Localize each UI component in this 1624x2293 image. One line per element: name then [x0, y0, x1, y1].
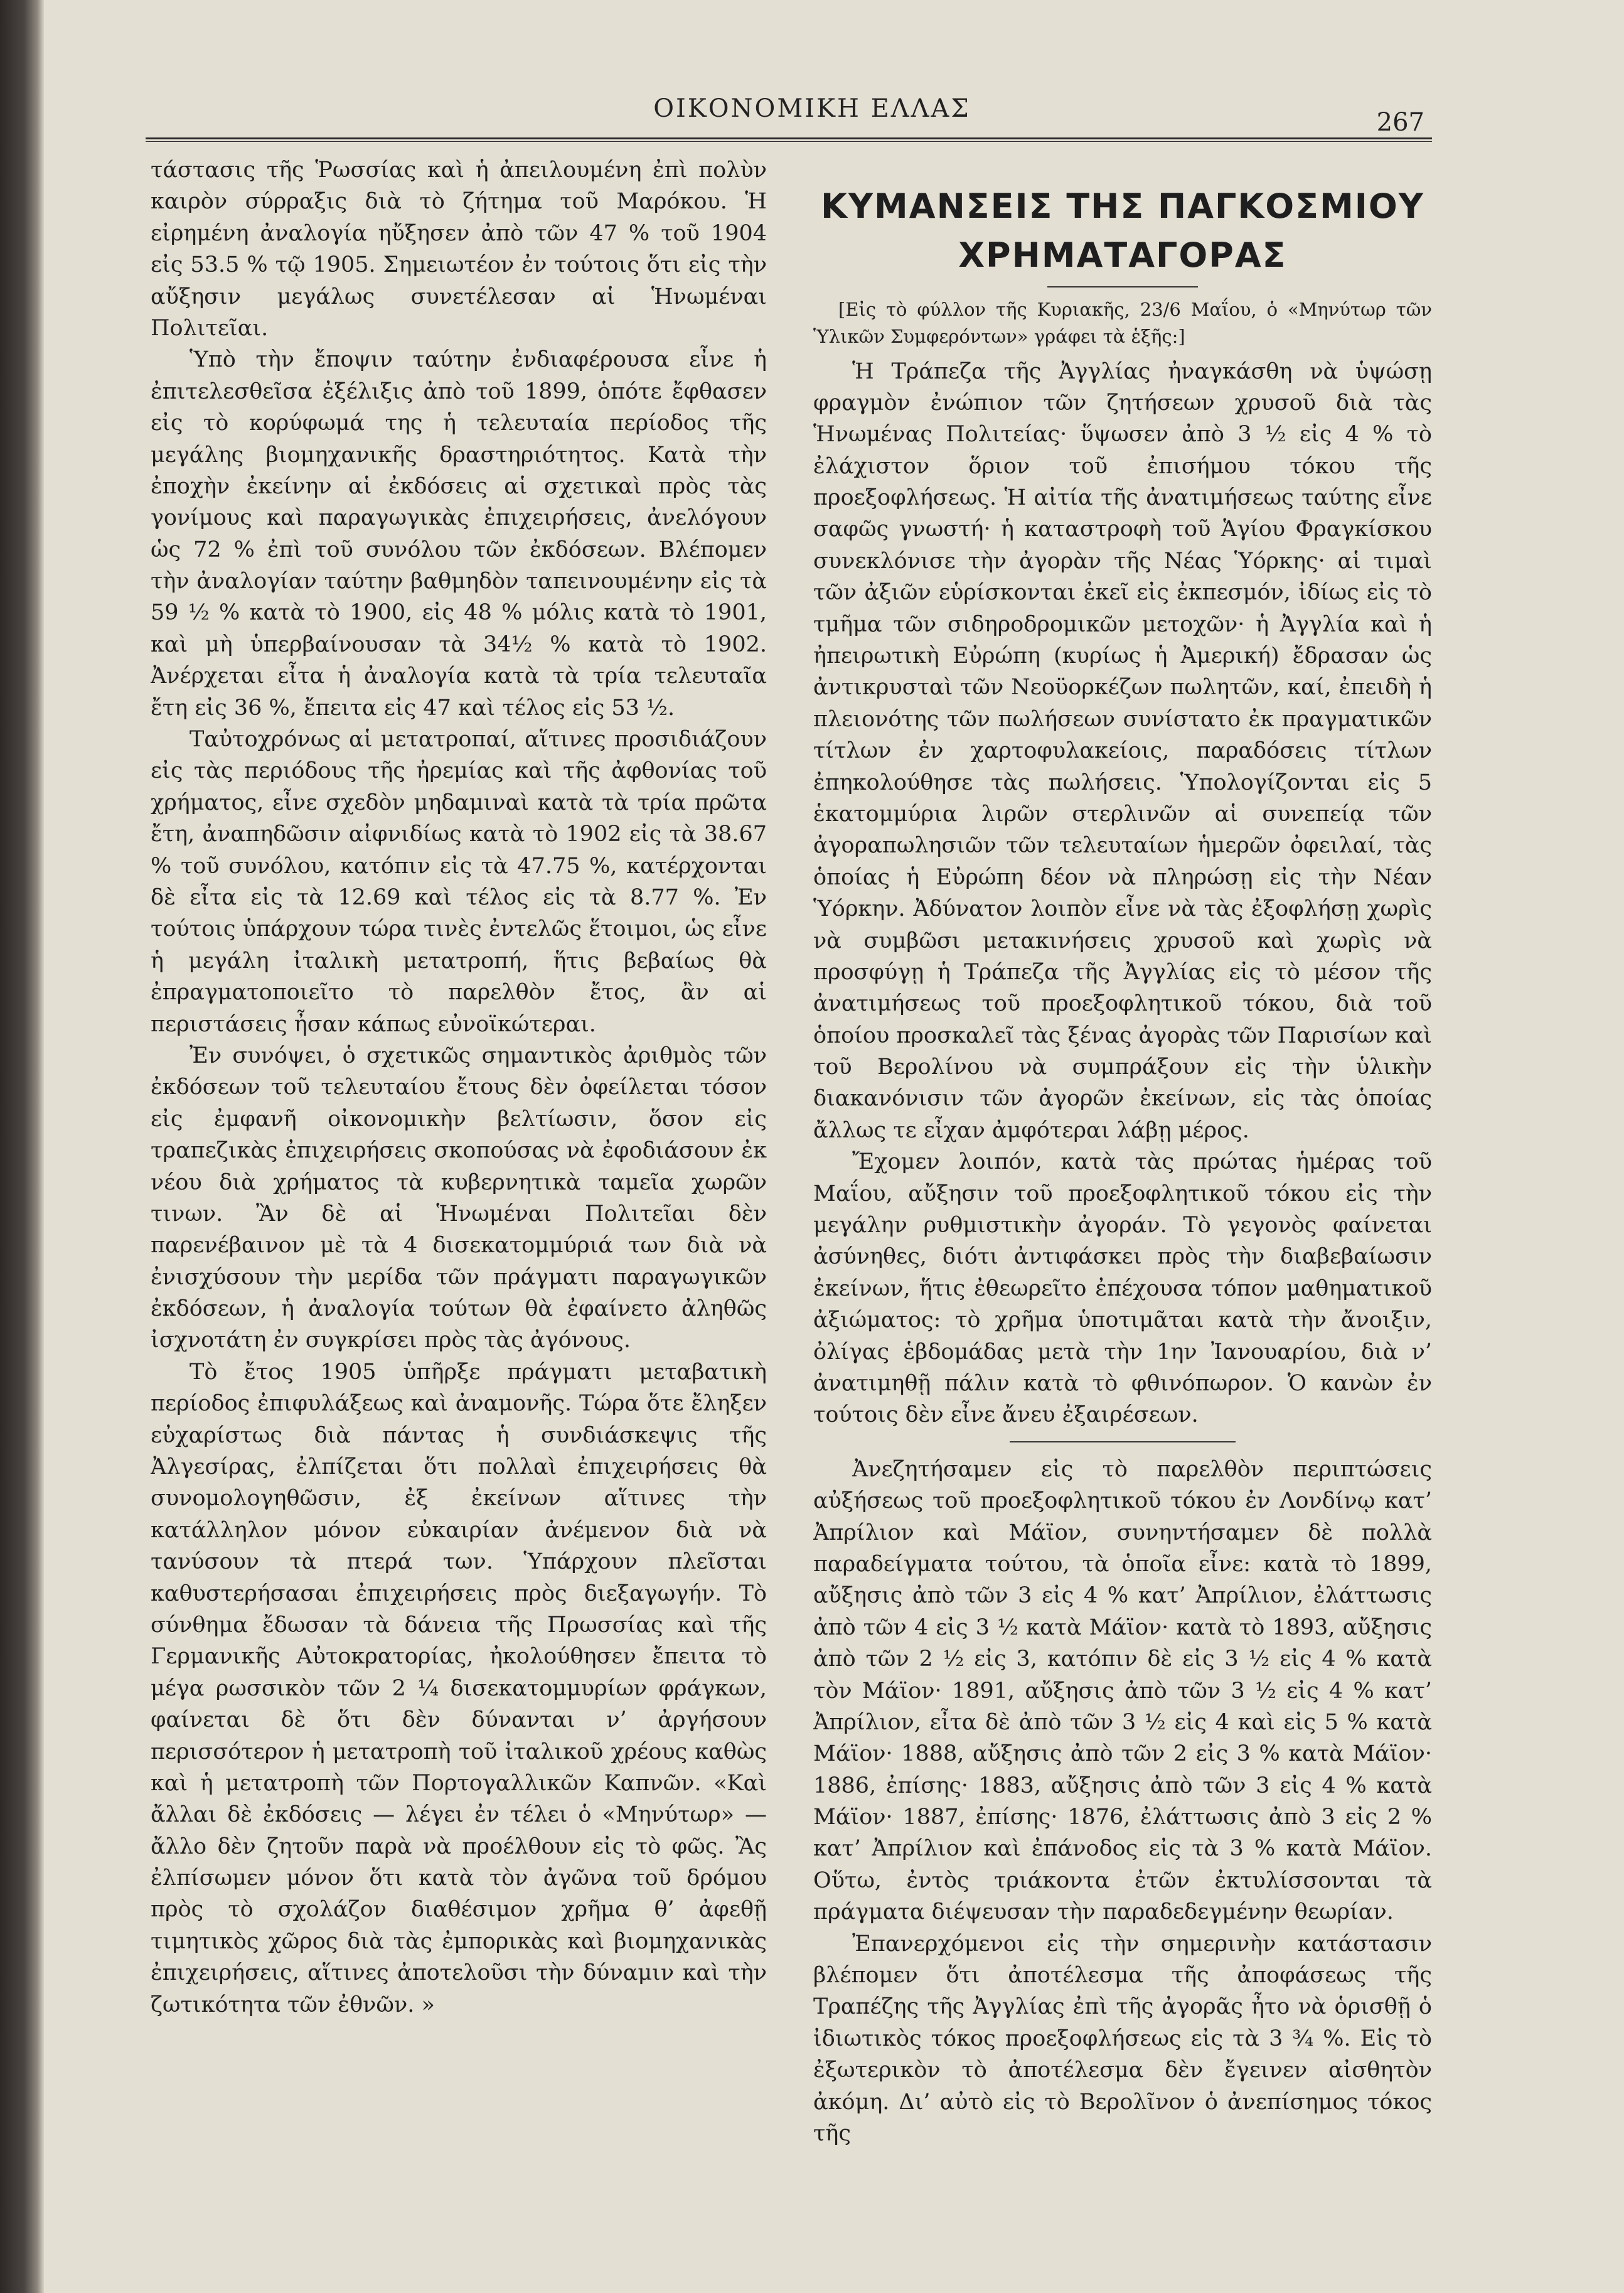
article-source-note: [Εἰς τὸ φύλλον τῆς Κυριακῆς, 23/6 Μαΐου, ὁ «Μηνύτωρ τῶν Ὑλικῶν Συμφερόντων» γράφει τὰ ἑξῆς:]: [813, 298, 1432, 347]
paragraph: Ὑπὸ τὴν ἔποψιν ταύτην ἐνδιαφέρουσα εἶνε ἡ ἐπιτελεσθεῖσα ἐξέλιξις ἀπὸ τοῦ 1899, ὁπότε ἔφθασεν εἰς τὸ κορύφωμά της ἡ τελευταία περίοδος τῆς μεγάλης βιομηχανικῆς δραστηριότητος. Κατὰ τὴν ἐποχὴν ἐκείνην αἱ ἐκδόσεις αἱ σχετικαὶ πρὸς τὰς γονίμους καὶ παραγωγικὰς ἐπιχειρήσεις, ἀνελόγουν ὡς 72 % ἐπὶ τοῦ συνόλου τῶν ἐκδόσεων. Βλέπομεν τὴν ἀναλογίαν ταύτην βαθμηδὸν ταπεινουμένην εἰς τὰ 59 ½ % κατὰ τὸ 1900, εἰς 48 % μόλις κατὰ τὸ 1901, καὶ μὴ ὑπερβαίνουσαν τὰ 34½ % κατὰ τὸ 1902. Ἀνέρχεται εἶτα ἡ ἀναλογία κατὰ τὰ τρία τελευταῖα ἔτη εἰς 36 %, ἔπειτα εἰς 47 καὶ τέλος εἰς 53 ½.: [151, 347, 767, 721]
title-rule: [1047, 286, 1198, 287]
paragraph: Ἔχομεν λοιπόν, κατὰ τὰς πρώτας ἡμέρας τοῦ Μαΐου, αὔξησιν τοῦ προεξοφλητικοῦ τόκου εἰς τὴν μεγάλην ρυθμιστικὴν ἀγοράν. Τὸ γεγονὸς φαίνεται ἀσύνηθες, διότι ἀντιφάσκει πρὸς τὴν διαβεβαίωσιν ἐκείνων, ἥτις ἐθεωρεῖτο ἐπέχουσα τόπον μαθηματικοῦ ἀξιώματος: τὸ χρῆμα ὑποτιμᾶται κατὰ τὴν ἄνοιξιν, ὀλίγας ἑβδομάδας μετὰ τὴν 1ην Ἰανουαρίου, διὰ ν’ ἀνατιμηθῇ πάλιν κατὰ τὸ φθινόπωρον. Ὁ κανὼν ἐν τούτοις δὲν εἶνε ἄνευ ἐξαιρέσεων.: [813, 1149, 1432, 1428]
header-rule: [146, 137, 1432, 142]
paragraph: Ἡ Τράπεζα τῆς Ἀγγλίας ἠναγκάσθη νὰ ὑψώσῃ φραγμὸν ἐνώπιον τῶν ζητήσεων χρυσοῦ διὰ τὰς Ἡνωμένας Πολιτείας· ὕψωσεν ἀπὸ 3 ½ εἰς 4 % τὸ ἐλάχιστον ὅριον τοῦ ἐπισήμου τόκου τῆς προεξοφλήσεως. Ἡ αἰτία τῆς ἀνατιμήσεως ταύτης εἶνε σαφῶς γνωστή· ἡ καταστροφὴ τοῦ Ἁγίου Φραγκίσκου συνεκλόνισε τὴν ἀγορὰν τῆς Νέας Ὑόρκης· αἱ τιμαὶ τῶν ἀξιῶν εὑρίσκονται ἐκεῖ εἰς ἐκπεσμόν, ἰδίως εἰς τὸ τμῆμα τῶν σιδηροδρομικῶν μετοχῶν· ἡ Ἀγγλία καὶ ἡ ἠπειρωτικὴ Εὐρώπη (κυρίως ἡ Ἀμερική) ἔδρασαν ὡς ἀντικρυσταὶ τῶν Νεοϋορκέζων πωλητῶν, καί, ἐπειδὴ ἡ πλειονότης τῶν πωλήσεων συνίστατο ἐκ πραγματικῶν τίτλων ἐν χαρτοφυλακείοις, παραδόσεις τίτλων ἐπηκολούθησε τὰς πωλήσεις. Ὑπολογίζονται εἰς 5 ἑκατομμύρια λιρῶν στερλινῶν αἱ συνεπείᾳ τῶν ἀγοραπωλησιῶν τῶν τελευταίων ἡμερῶν ὀφειλαί, τὰς ὁποίας ἡ Εὐρώπη δέον νὰ πληρώσῃ εἰς τὴν Νέαν Ὑόρκην. Ἀδύνατον λοιπὸν εἶνε νὰ τὰς ἐξοφλήσῃ χωρὶς νὰ συμβῶσι μετακινήσεις χρυσοῦ καὶ χωρὶς νὰ προσφύγῃ ἡ Τράπεζα τῆς Ἀγγλίας εἰς τὸ μέσον τῆς ἀνατιμήσεως τοῦ προεξοφλητικοῦ τόκου, διὰ τοῦ ὁποίου προσκαλεῖ τὰς ξένας ἀγορὰς τῶν Παρισίων καὶ τοῦ Βερολίνου νὰ συμπράξουν εἰς τὴν ὑλικὴν διακανόνισιν τῶν ἀγορῶν ἐκείνων, εἰς τὰς ὁποίας ἄλλως τε εἶχαν ἀμφότεραι λάβῃ μέρος.: [813, 358, 1432, 1143]
paragraph: Τὸ ἔτος 1905 ὑπῆρξε πράγματι μεταβατικὴ περίοδος ἐπιφυλάξεως καὶ ἀναμονῆς. Τώρα ὅτε ἔληξεν εὐχαρίστως διὰ πάντας ἡ συνδιάσκεψις τῆς Ἀλγεσίρας, ἐλπίζεται ὅτι πολλαὶ ἐπιχειρήσεις θὰ συνομολογηθῶσιν, ἐξ ἐκείνων αἵτινες τὴν κατάλληλον μόνον εὐκαιρίαν ἀνέμενον διὰ νὰ τανύσουν τὰ πτερά των. Ὑπάρχουν πλεῖσται καθυστερήσασαι ἐπιχειρήσεις πρὸς διεξαγωγήν. Τὸ σύνθημα ἔδωσαν τὰ δάνεια τῆς Πρωσσίας καὶ τῆς Γερμανικῆς Αὐτοκρατορίας, ἠκολούθησεν ἔπειτα τὸ μέγα ρωσσικὸν τῶν 2 ¼ δισεκατομμυρίων φράγκων, φαίνεται δὲ ὅτι δὲν δύνανται ν’ ἀργήσουν περισσότερον ἡ μετατροπὴ τοῦ ἰταλικοῦ χρέους καθὼς καὶ ἡ μετατροπὴ τῶν Πορτογαλλικῶν Καπνῶν. «Καὶ ἄλλαι δὲ ἐκδόσεις — λέγει ἐν τέλει ὁ «Μηνύτωρ» — ἄλλο δὲν ζητοῦν παρὰ νὰ προέλθουν εἰς τὸ φῶς. Ἂς ἐλπίσωμεν μόνον ὅτι κατὰ τὸν ἀγῶνα τοῦ δρόμου πρὸς τὸ σχολάζον διαθέσιμον χρῆμα θ’ ἀφεθῇ τιμητικὸς χῶρος διὰ τὰς ἐμπορικὰς καὶ βιομηχανικὰς ἐπιχειρήσεις, αἵτινες ἀποτελοῦσι τὴν δύναμιν καὶ τὴν ζωτικότητα τῶν ἐθνῶν. »: [151, 1359, 767, 2017]
page-number: 267: [1376, 108, 1424, 137]
paragraph: τάστασις τῆς Ῥωσσίας καὶ ἡ ἀπειλουμένη ἐπὶ πολὺν καιρὸν σύρραξις διὰ τὸ ζήτημα τοῦ Μαρόκου. Ἡ εἰρημένη ἀναλογία ηὔξησεν ἀπὸ τῶν 47 % τοῦ 1904 εἰς 53.5 % τῷ 1905. Σημειωτέον ἐν τούτοις ὅτι εἰς τὴν αὔξησιν μεγάλως συνετέλεσαν αἱ Ἡνωμέναι Πολιτεῖαι.: [151, 158, 767, 341]
paragraph: Ἀνεζητήσαμεν εἰς τὸ παρελθὸν περιπτώσεις αὐξήσεως τοῦ προεξοφλητικοῦ τόκου ἐν Λονδίνῳ κατ’ Ἀπρίλιον καὶ Μάϊον, συνηντήσαμεν δὲ πολλὰ παραδείγματα τούτου, τὰ ὁποῖα εἶνε: κατὰ τὸ 1899, αὔξησις ἀπὸ τῶν 3 εἰς 4 % κατ’ Ἀπρίλιον, ἐλάττωσις ἀπὸ τῶν 4 εἰς 3 ½ κατὰ Μάϊον· κατὰ τὸ 1893, αὔξησις ἀπὸ τῶν 2 ½ εἰς 3, κατόπιν δὲ εἰς 3 ½ εἰς 4 % κατὰ τὸν Μάϊον· 1891, αὔξησις ἀπὸ τῶν 3 ½ εἰς 4 % κατ’ Ἀπρίλιον, εἶτα δὲ ἀπὸ τῶν 3 ½ εἰς 4 καὶ εἰς 5 % κατὰ Μάϊον· 1888, αὔξησις ἀπὸ τῶν 2 εἰς 3 % κατὰ Μάϊον· 1886, ἐπίσης· 1883, αὔξησις ἀπὸ τῶν 3 εἰς 4 % κατὰ Μάϊον· 1887, ἐπίσης· 1876, ἐλάττωσις ἀπὸ 3 εἰς 2 % κατ’ Ἀπρίλιον καὶ ἐπάνοδος εἰς τὰ 3 % κατὰ Μάϊον. Οὕτω, ἐντὸς τριάκοντα ἐτῶν ἐκτυλίσσονται τὰ πράγματα διέψευσαν τὴν παραδεδεγμένην θεωρίαν.: [813, 1456, 1432, 1925]
right-column: [813, 154, 1432, 2251]
paragraph: Ἐν συνόψει, ὁ σχετικῶς σημαντικὸς ἀριθμὸς τῶν ἐκδόσεων τοῦ τελευταίου ἔτους δὲν ὀφείλεται τόσον εἰς ἐμφανῆ οἰκονομικὴν βελτίωσιν, ὅσον εἰς τραπεζικὰς ἐπιχειρήσεις σκοπούσας νὰ ἐφοδιάσουν ἐκ νέου διὰ χρήματος τὰ κυβερνητικὰ ταμεῖα χωρῶν τινων. Ἂν δὲ αἱ Ἡνωμέναι Πολιτεῖαι δὲν παρενέβαινον μὲ τὰ 4 δισεκατομμύριά των διὰ νὰ ἐνισχύσουν τὴν μερίδα τῶν πράγματι παραγωγικῶν ἐκδόσεων, ἡ ἀναλογία τούτων θὰ ἐφαίνετο ἀληθῶς ἰσχνοτάτη ἐν συγκρίσει πρὸς τὰς ἀγόνους.: [151, 1043, 767, 1353]
article-title: ΚΥΜΑΝΣΕΙΣ ΤΗΣ ΠΑΓΚΟΣΜΙΟΥ ΧΡΗΜΑΤΑΓΟΡΑΣ: [821, 186, 1424, 275]
book-spine-shadow: [0, 0, 44, 2293]
section-separator-rule: [1010, 1441, 1236, 1442]
paragraph: Ἐπανερχόμενοι εἰς τὴν σημερινὴν κατάστασιν βλέπομεν ὅτι ἀποτέλεσμα τῆς ἀποφάσεως τῆς Τραπέζης τῆς Ἀγγλίας ἐπὶ τῆς ἀγορᾶς ἦτο νὰ ὁρισθῇ ὁ ἰδιωτικὸς τόκος προεξοφλήσεως εἰς τὰ 3 ¾ %. Εἰς τὸ ἐξωτερικὸν τὸ ἀποτέλεσμα δὲν ἔγεινεν αἰσθητὸν ἀκόμη. Δι’ αὐτὸ εἰς τὸ Βερολῖνον ὁ ἀνεπίσημος τόκος τῆς: [813, 1931, 1432, 2146]
running-header-title: ΟΙΚΟΝΟΜΙΚΗ ΕΛΛΑΣ: [653, 94, 971, 123]
paragraph: Ταὐτοχρόνως αἱ μετατροπαί, αἵτινες προσιδιάζουν εἰς τὰς περιόδους τῆς ἠρεμίας καὶ τῆς ἀφθονίας τοῦ χρήματος, εἶνε σχεδὸν μηδαμιναὶ κατὰ τὰ τρία πρῶτα ἔτη, ἀναπηδῶσιν αἰφνιδίως κατὰ τὸ 1902 εἰς τὰ 38.67 % τοῦ συνόλου, κατόπιν εἰς τὰ 47.75 %, κατέρχονται δὲ εἶτα εἰς τὰ 12.69 καὶ τέλος εἰς τὰ 8.77 %. Ἐν τούτοις ὑπάρχουν τώρα τινὲς ἐντελῶς ἕτοιμοι, ὡς εἶνε ἡ μεγάλη ἰταλικὴ μετατροπή, ἥτις βεβαίως θὰ ἐπραγματοποιεῖτο τὸ παρελθὸν ἔτος, ἂν αἱ περιστάσεις ἦσαν κάπως εὐνοϊκώτεραι.: [151, 727, 767, 1037]
left-column: [151, 154, 767, 2251]
